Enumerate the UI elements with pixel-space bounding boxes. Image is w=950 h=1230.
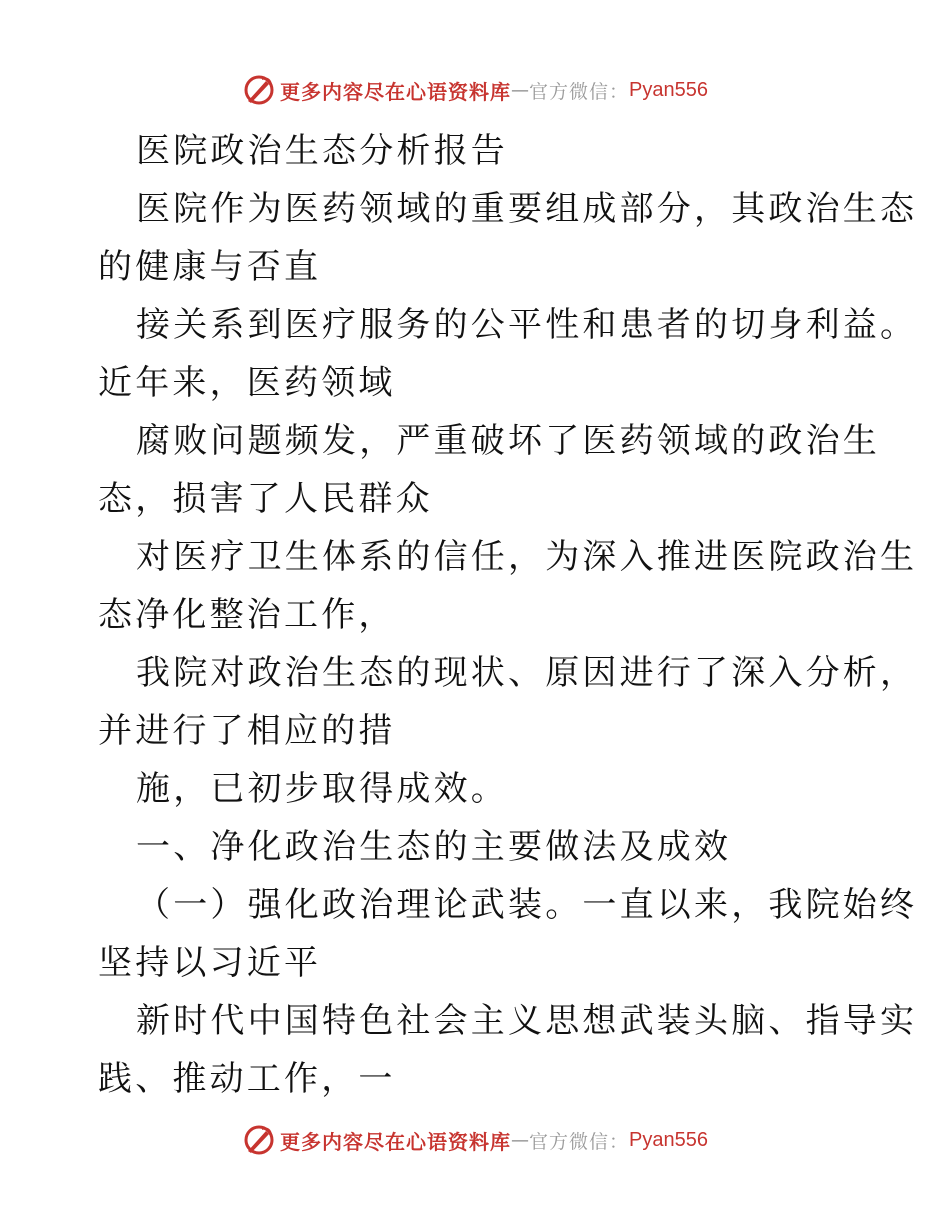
- banner-wechat-id: Pyan556: [629, 78, 708, 101]
- header-banner: [0, 70, 950, 110]
- text-line: 坚持以习近平: [98, 943, 322, 983]
- text-line: 近年来，医药领域: [98, 363, 396, 403]
- pen-seal-icon: [242, 73, 276, 107]
- document-body: [98, 122, 918, 1108]
- text-line: 对医疗卫生体系的信任，为深入推进医院政治生: [136, 537, 918, 577]
- text-line: 态净化整治工作，: [98, 595, 396, 635]
- text-line: 态，损害了人民群众: [98, 479, 433, 519]
- text-line: 一、净化政治生态的主要做法及成效: [136, 827, 732, 867]
- text-line: 接关系到医疗服务的公平性和患者的切身利益。: [136, 305, 918, 345]
- text-line: 施，已初步取得成效。: [136, 769, 508, 809]
- text-line: 我院对政治生态的现状、原因进行了深入分析，: [136, 653, 918, 693]
- text-line: 腐败问题频发，严重破坏了医药领域的政治生: [136, 421, 880, 461]
- text-line: 践、推动工作，一: [98, 1059, 396, 1099]
- text-line: 新时代中国特色社会主义思想武装头脑、指导实: [136, 1001, 918, 1041]
- banner-dash: —: [511, 79, 529, 101]
- text-line: 的健康与否直: [98, 247, 322, 287]
- text-line: 医院作为医药领域的重要组成部分，其政治生态: [136, 189, 918, 229]
- footer-banner: [0, 1120, 950, 1160]
- banner-suffix: 官方微信：: [529, 1130, 630, 1153]
- text-line: 医院政治生态分析报告: [136, 131, 508, 171]
- banner-text: 更多内容尽在心语资料库: [280, 1129, 511, 1154]
- banner-wechat-id: Pyan556: [629, 1128, 708, 1151]
- text-line: （一）强化政治理论武装。一直以来，我院始终: [136, 885, 918, 925]
- pen-seal-icon: [242, 1123, 276, 1157]
- banner-dash: —: [511, 1129, 529, 1151]
- banner-text: 更多内容尽在心语资料库: [280, 79, 511, 104]
- banner-suffix: 官方微信：: [529, 80, 630, 103]
- text-line: 并进行了相应的措: [98, 711, 396, 751]
